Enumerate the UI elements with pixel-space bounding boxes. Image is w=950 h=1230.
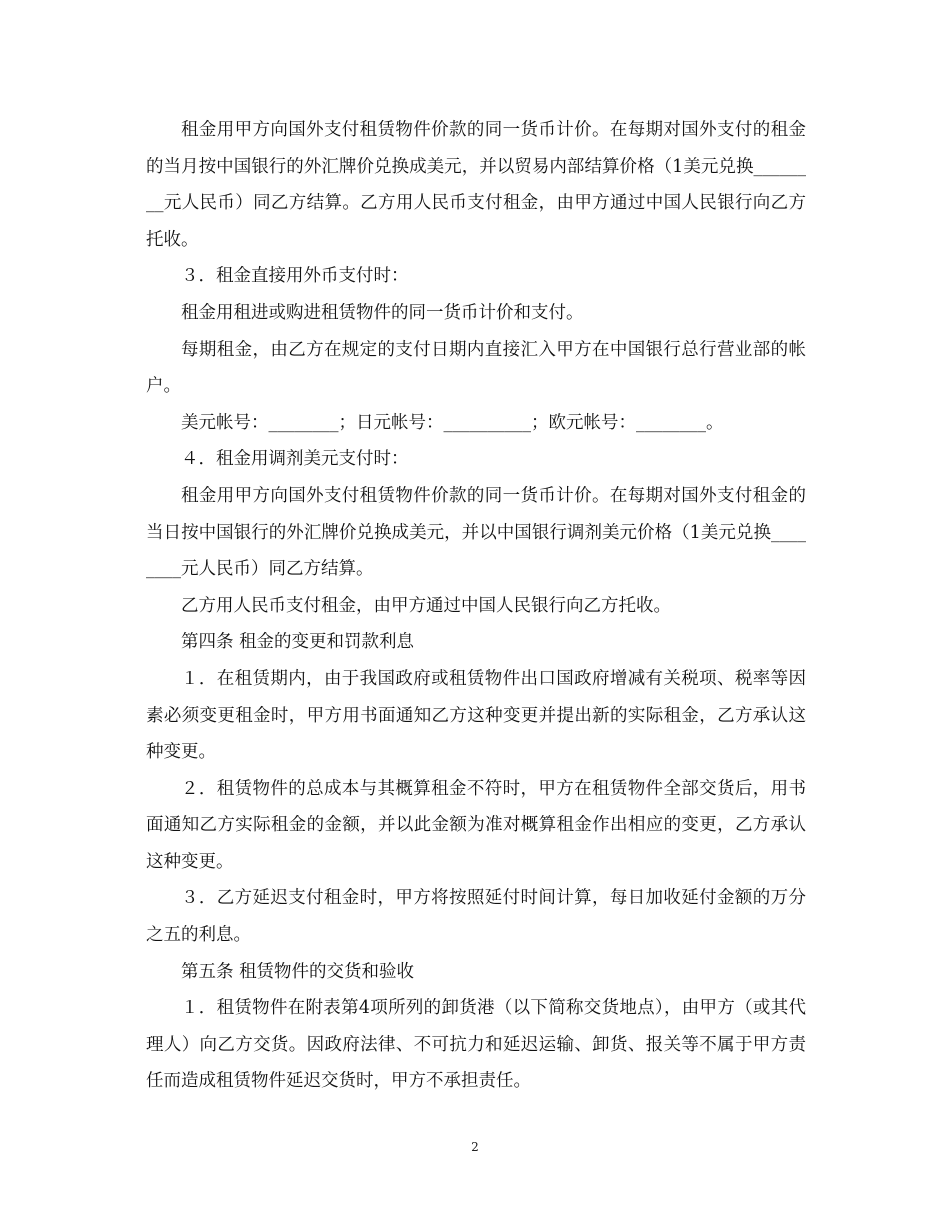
- paragraph-clause-4-heading: ４．租金用调剂美元支付时：: [181, 449, 409, 470]
- paragraph-rent-remittance: 每期租金，由乙方在规定的支付日期内直接汇入甲方在中国银行总行营业部的帐户。: [146, 339, 806, 397]
- paragraph-rent-pricing-currency: 租金用租进或购进租赁物件的同一货币计价和支付。: [181, 302, 584, 323]
- paragraph-late-interest: ３．乙方延迟支付租金时，甲方将按照延付时间计算，每日加收延付金额的万分之五的利息。: [146, 888, 806, 946]
- paragraph-rent-currency-conversion: 租金用甲方向国外支付租赁物件价款的同一货币计价。在每期对国外支付的租金的当月按中国银行的外汇牌价兑换成美元，并以贸易内部结算价格（1美元兑换________元人民币）同乙方结算。乙方用人民币支付租金，由甲方通过中国人民银行向乙方托收。: [146, 120, 806, 250]
- paragraph-delivery-location: １．租赁物件在附表第4项所列的卸货港（以下简称交货地点），由甲方（或其代理人）向乙方交货。因政府法律、不可抗力和延迟运输、卸货、报关等不属于甲方责任而造成租赁物件延迟交货时，甲方不承担责任。: [146, 998, 806, 1092]
- article-4-heading: 第四条 租金的变更和罚款利息: [181, 632, 415, 653]
- paragraph-account-numbers: 美元帐号：________；日元帐号：__________；欧元帐号：________。: [181, 412, 724, 433]
- article-5-heading: 第五条 租赁物件的交货和验收: [181, 961, 415, 982]
- paragraph-rent-change-taxes: １．在租赁期内，由于我国政府或租赁物件出口国政府增减有关税项、税率等因素必须变更租金时，甲方用书面通知乙方这种变更并提出新的实际租金，乙方承认这种变更。: [146, 668, 806, 763]
- paragraph-adjusted-dollar-pricing: 租金用甲方向国外支付租赁物件价款的同一货币计价。在每期对国外支付租金的当日按中国银行的外汇牌价兑换成美元，并以中国银行调剂美元价格（1美元兑换________元人民币）同乙方结算。: [146, 485, 806, 580]
- document-body: [146, 112, 806, 1100]
- page-number: 2: [471, 1140, 479, 1154]
- paragraph-clause-3-heading: ３．租金直接用外币支付时：: [181, 266, 409, 287]
- paragraph-rent-change-cost: ２．租赁物件的总成本与其概算租金不符时，甲方在租赁物件全部交货后，用书面通知乙方实际租金的金额，并以此金额为准对概算租金作出相应的变更，乙方承认这种变更。: [146, 778, 806, 872]
- paragraph-rmb-collection: 乙方用人民币支付租金，由甲方通过中国人民银行向乙方托收。: [181, 595, 671, 616]
